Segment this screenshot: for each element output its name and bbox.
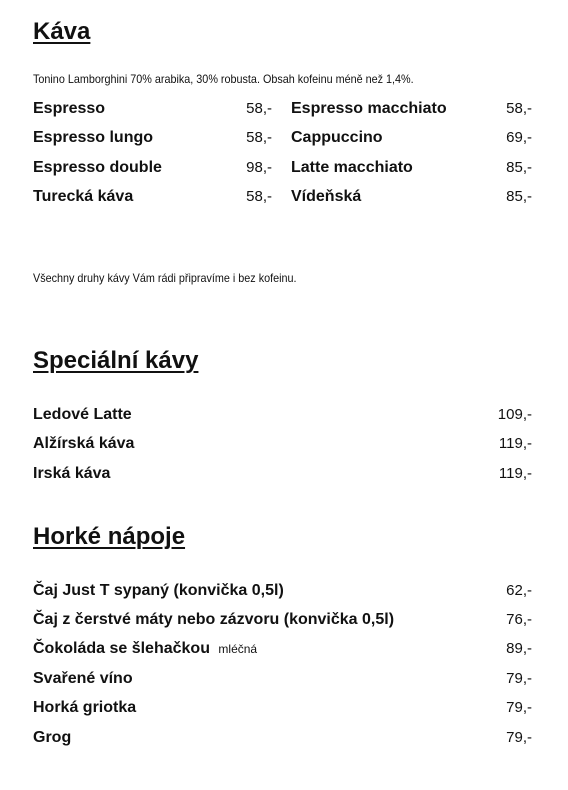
menu-item-price: 79,- bbox=[506, 729, 532, 746]
menu-item-price: 119,- bbox=[498, 435, 532, 452]
menu-item-name: Latte macchiato bbox=[291, 159, 413, 176]
menu-item-name: Vídeňská bbox=[291, 188, 362, 205]
menu-item-name: Espresso bbox=[33, 100, 106, 117]
section-title-kava: Káva bbox=[33, 18, 91, 45]
menu-item-name: Svařené víno bbox=[33, 670, 133, 687]
menu-item-price: 58,- bbox=[246, 129, 272, 146]
kava-footnote: Všechny druhy kávy Vám rádi připravíme i bez kofeinu. bbox=[33, 271, 297, 285]
menu-item-note: mléčná bbox=[218, 642, 258, 656]
menu-item-price: 79,- bbox=[506, 699, 532, 716]
menu-item-name: Alžírská káva bbox=[33, 435, 135, 452]
menu-item-name: Grog bbox=[33, 729, 72, 746]
menu-item-name: Espresso lungo bbox=[33, 129, 154, 146]
menu-item-name: Čokoláda se šlehačkou bbox=[33, 640, 210, 657]
section-title-horke: Horké nápoje bbox=[33, 523, 186, 550]
menu-item-name: Ledové Latte bbox=[33, 406, 132, 423]
menu-item-name: Irská káva bbox=[33, 465, 111, 482]
menu-item-name: Espresso double bbox=[33, 159, 162, 176]
menu-item-price: 109,- bbox=[497, 406, 532, 423]
menu-item-name: Espresso macchiato bbox=[291, 100, 447, 117]
menu-item-price: 62,- bbox=[506, 582, 532, 599]
menu-item-price: 98,- bbox=[246, 159, 272, 176]
menu-item-price: 58,- bbox=[246, 100, 272, 117]
menu-item bbox=[33, 639, 257, 659]
kava-intro: Tonino Lamborghini 70% arabika, 30% robusta. Obsah kofeinu méně než 1,4%. bbox=[33, 72, 414, 86]
section-title-specialni: Speciální kávy bbox=[33, 347, 199, 374]
menu-item-name: Turecká káva bbox=[33, 188, 134, 205]
menu-item-price: 85,- bbox=[506, 159, 532, 176]
menu-item-name: Cappuccino bbox=[291, 129, 383, 146]
menu-item-price: 119,- bbox=[498, 465, 532, 482]
menu-item-price: 69,- bbox=[506, 129, 532, 146]
menu-item-name: Čaj Just T sypaný (konvička 0,5l) bbox=[33, 582, 284, 599]
menu-item-price: 85,- bbox=[506, 188, 532, 205]
menu-item-price: 76,- bbox=[506, 611, 532, 628]
menu-item-price: 58,- bbox=[246, 188, 272, 205]
menu-item-name: Čaj z čerstvé máty nebo zázvoru (konvička 0,5l) bbox=[33, 611, 395, 628]
menu-item-price: 58,- bbox=[506, 100, 532, 117]
menu-item-price: 89,- bbox=[506, 640, 532, 657]
menu-item-price: 79,- bbox=[506, 670, 532, 687]
menu-item-name: Horká griotka bbox=[33, 699, 137, 716]
